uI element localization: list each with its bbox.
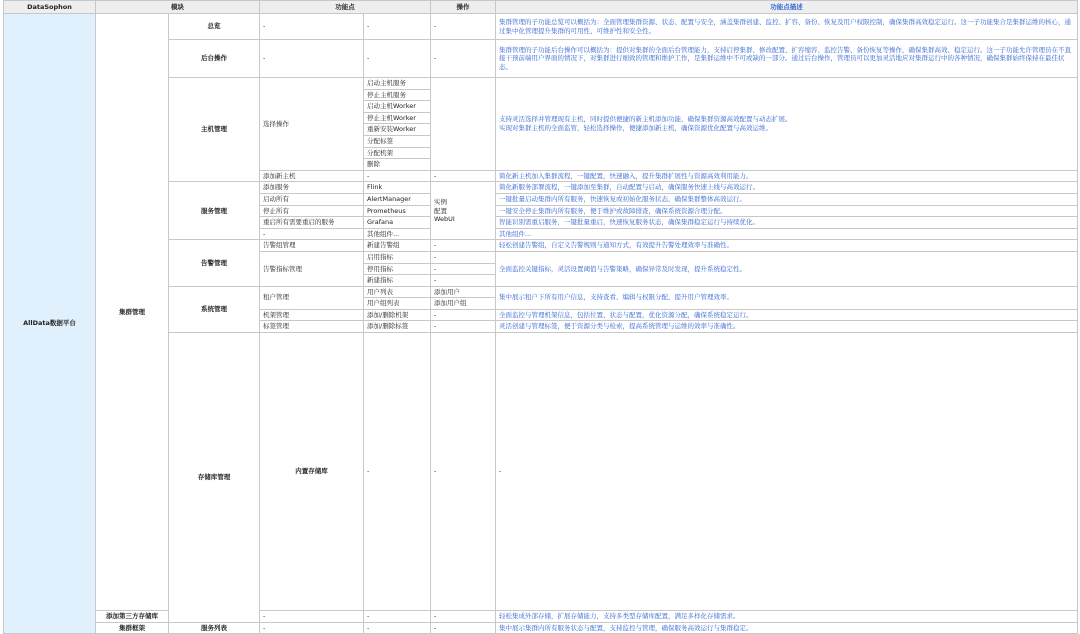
host-op-start-worker: 启动主机Worker	[364, 101, 431, 113]
submodule-builtin-storage: 内置存储库	[260, 333, 364, 611]
host-op-reinstall-worker: 重新安装Worker	[364, 124, 431, 136]
alert-new-group: 新建告警组	[364, 240, 431, 252]
header-datasophon: DataSophon	[4, 1, 96, 14]
description-start-all: 一键批量启动集群内所有服务，快速恢复或初始化服务状态，确保集群整体高效运行。	[496, 193, 1078, 205]
submodule-service: 服务管理	[169, 182, 260, 240]
service-action-restart: 重启所有需要重启的服务	[260, 217, 364, 229]
description-host-select	[496, 78, 1078, 171]
description-rack: 全面监控与管理机架信息，包括位置、状态与配置，优化资源分配，确保系统稳定运行。	[496, 309, 1078, 321]
system-group-list: 用户组列表	[364, 298, 431, 310]
service-component-flink: Flink	[364, 182, 431, 194]
description-stop-all: 一键安全停止集群内所有服务，便于维护或故障排查，确保系统资源合理分配。	[496, 205, 1078, 217]
cell-dash: -	[431, 14, 496, 40]
module-cluster: 集群管理	[96, 14, 169, 611]
cell-dash: -	[431, 611, 496, 623]
cell-dash: -	[260, 40, 364, 78]
description-host-select-line1: 支持灵活选择并管理现有主机，同时提供便捷的新主机添加功能，确保集群资源高效配置与动态扩展。	[499, 115, 792, 124]
cell-dash: -	[364, 333, 431, 611]
description-tag: 灵活创建与管理标签，便于资源分类与检索，提高系统管理与运维的效率与准确性。	[496, 321, 1078, 333]
header-feature: 功能点	[260, 1, 431, 14]
service-action-stop-all: 停止所有	[260, 205, 364, 217]
cell-dash: -	[431, 251, 496, 263]
cell-dash: -	[260, 611, 364, 623]
table-row	[4, 622, 1078, 634]
cell-dash: -	[431, 170, 496, 182]
submodule-overview: 总览	[169, 14, 260, 40]
system-user-list: 用户列表	[364, 286, 431, 298]
cell-dash: -	[431, 40, 496, 78]
cell-dash: -	[431, 333, 496, 611]
table-row	[4, 14, 1078, 40]
alert-metric-mgmt: 告警指标管理	[260, 251, 364, 286]
submodule-alert: 告警管理	[169, 240, 260, 286]
description-thirdparty: 轻松集成外部存储，扩展存储能力，支持多类型存储库配置，满足多样化存储需求。	[496, 611, 1078, 623]
service-op-instance: 实例	[434, 197, 447, 206]
cell-dash: -	[260, 228, 364, 240]
system-add-group: 添加用户组	[431, 298, 496, 310]
service-component-grafana: Grafana	[364, 217, 431, 229]
description-host-select-line2: 实现对集群主机的全面监管，轻松选择操作，便捷添加新主机，确保资源优化配置与高效运维。	[499, 123, 772, 132]
header-module: 模块	[96, 1, 260, 14]
submodule-backend: 后台操作	[169, 40, 260, 78]
host-op-start-service: 启动主机服务	[364, 78, 431, 90]
system-tag-op: 添加/删除标签	[364, 321, 431, 333]
description-service-list: 集中展示集群内所有服务状态与配置，支持监控与管理，确保服务高效运行与集群稳定。	[496, 622, 1078, 634]
cell-dash: -	[364, 622, 431, 634]
description-add-host: 简化新主机加入集群流程，一键配置，快速融入，提升集群扩展性与资源高效利用能力。	[496, 170, 1078, 182]
cell-dash: -	[260, 14, 364, 40]
cell-dash: -	[431, 263, 496, 275]
cell-dash: -	[431, 321, 496, 333]
cell-dash: -	[496, 333, 1078, 611]
module-framework: 集群框架	[96, 622, 169, 634]
service-action-start-all: 启动所有	[260, 193, 364, 205]
host-op-assign-rack: 分配机架	[364, 147, 431, 159]
description-add-service: 简化新服务部署流程，一键添加至集群，自动配置与启动，确保服务快速上线与高效运行。	[496, 182, 1078, 194]
service-operations	[431, 182, 496, 240]
submodule-thirdparty-storage: 添加第三方存储库	[96, 611, 169, 623]
host-op-stop-service: 停止主机服务	[364, 89, 431, 101]
system-rack-mgmt: 机架管理	[260, 309, 364, 321]
header-operation: 操作	[431, 1, 496, 14]
description-overview: 集群管理的子功能总览可以概括为：全面管理集群资源、状态、配置与安全，涵盖集群创建、监控、扩容、备份、恢复及用户权限控制，确保集群高效稳定运行。这一子功能集合是集群运维的核心，通过集中化管理提升集群的可用性、可维护性和安全性。	[496, 14, 1078, 40]
cell-dash: -	[260, 622, 364, 634]
cell-dash: -	[431, 622, 496, 634]
submodule-host: 主机管理	[169, 78, 260, 182]
host-select-operation: 选择操作	[260, 78, 364, 171]
host-op-stop-worker: 停止主机Worker	[364, 112, 431, 124]
alert-group-mgmt: 告警组管理	[260, 240, 364, 252]
submodule-system: 系统管理	[169, 286, 260, 332]
service-op-webui: WebUI	[434, 215, 455, 224]
host-op-assign-tag: 分配标签	[364, 135, 431, 147]
header-description: 功能点描述	[496, 1, 1078, 14]
description-alert-metric: 全面监控关键指标，灵活设置阈值与告警策略，确保异常及时发现，提升系统稳定性。	[496, 251, 1078, 286]
service-component-alertmanager: AlertManager	[364, 193, 431, 205]
service-op-config: 配置	[434, 206, 447, 215]
cell-dash: -	[431, 309, 496, 321]
cell-dash: -	[364, 40, 431, 78]
description-other: 其他组件...	[496, 228, 1078, 240]
description-backend: 集群管理的子功能后台操作可以概括为：提供对集群的全面后台管理能力，支持启停集群、修改配置、扩容缩容、监控告警、备份恢复等操作，确保集群高效、稳定运行。这一子功能允许管理员在不直接干预前端用户界面的情况下，对集群进行细致的管理和维护工作，是集群运维中不可或缺的一部分。通过后台操作，管理员可以更加灵活地应对集群运行中的各种情况，确保集群始终保持在最佳状态。	[496, 40, 1078, 78]
description-restart: 智能识别需重启服务，一键批量重启，快速恢复服务状态，确保集群稳定运行与持续优化。	[496, 217, 1078, 229]
cell-dash: -	[431, 275, 496, 287]
cell-dash: -	[364, 611, 431, 623]
module-storage: 存储库管理	[169, 333, 260, 623]
host-add-new: 添加新主机	[260, 170, 364, 182]
description-alert-group: 轻松创建告警组，自定义告警规则与通知方式，有效提升告警处理效率与准确性。	[496, 240, 1078, 252]
service-component-prometheus: Prometheus	[364, 205, 431, 217]
system-tag-mgmt: 标签管理	[260, 321, 364, 333]
platform-cell: AllData数据平台	[4, 14, 96, 634]
cell-dash: -	[364, 170, 431, 182]
alert-metric-disable: 停用指标	[364, 263, 431, 275]
service-component-other: 其他组件...	[364, 228, 431, 240]
cell-empty	[431, 78, 496, 171]
system-rack-op: 添加/删除机架	[364, 309, 431, 321]
submodule-service-list: 服务列表	[169, 622, 260, 634]
alert-metric-new: 新建指标	[364, 275, 431, 287]
header-row	[4, 1, 1078, 14]
host-op-delete: 删除	[364, 159, 431, 171]
table-row	[4, 611, 1078, 623]
service-action-add: 添加服务	[260, 182, 364, 194]
system-add-user: 添加用户	[431, 286, 496, 298]
cell-dash: -	[431, 240, 496, 252]
description-tenant: 集中展示租户下所有用户信息，支持查看、编辑与权限分配，提升用户管理效率。	[496, 286, 1078, 309]
alert-metric-enable: 启用指标	[364, 251, 431, 263]
system-tenant-mgmt: 租户管理	[260, 286, 364, 309]
cell-dash: -	[364, 14, 431, 40]
feature-table	[3, 0, 1078, 634]
